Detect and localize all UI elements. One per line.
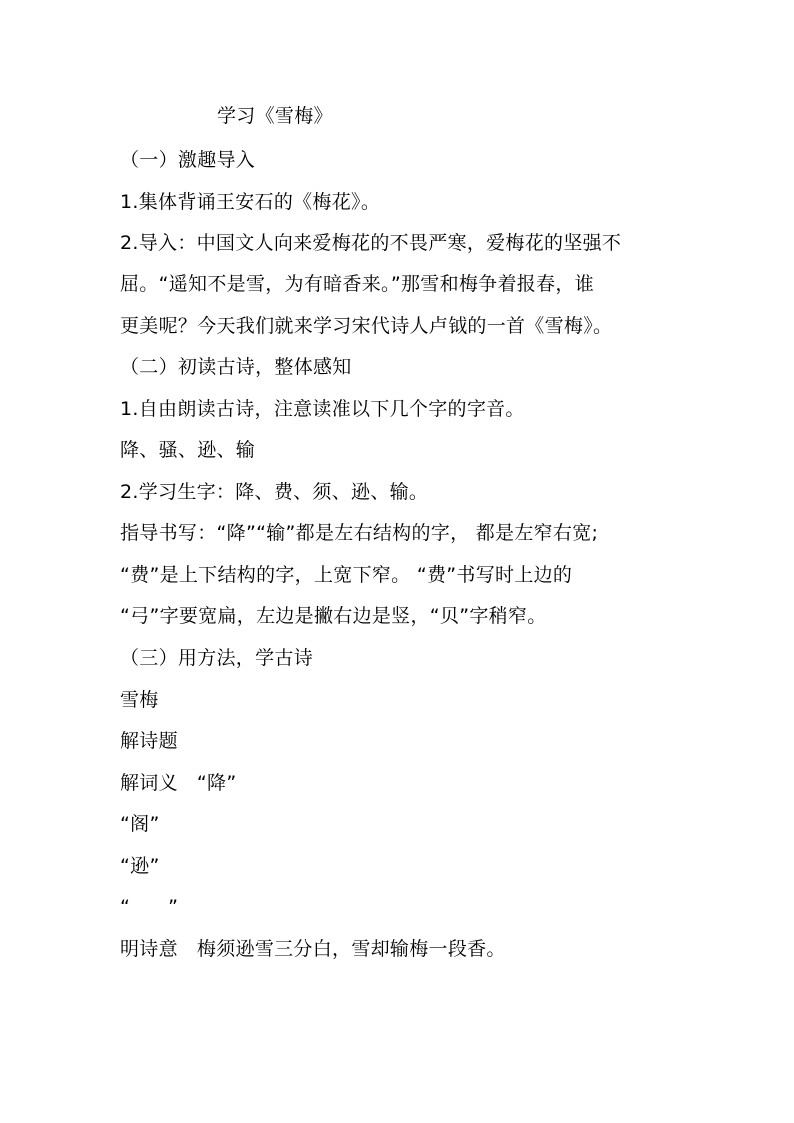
paragraph-line: 雪梅 bbox=[120, 689, 159, 711]
paragraph-line: 更美呢？今天我们就来学习宋代诗人卢钺的一首《雪梅》。 bbox=[120, 315, 613, 337]
section-heading-1: （一）激趣导入 bbox=[120, 149, 256, 171]
paragraph-line: 1.自由朗读古诗，注意读准以下几个字的字音。 bbox=[120, 398, 525, 420]
paragraph-line: 解诗题 bbox=[120, 730, 178, 752]
section-heading-3: （三）用方法，学古诗 bbox=[120, 647, 314, 669]
paragraph-line: 2.学习生字：降、费、须、逊、输。 bbox=[120, 481, 429, 503]
paragraph-line: 指导书写：“降”“输”都是左右结构的字， 都是左窄右宽; bbox=[120, 522, 599, 544]
document-title: 学习《雪梅》 bbox=[217, 105, 333, 127]
paragraph-line: 2.导入：中国文人向来爱梅花的不畏严寒，爱梅花的坚强不 bbox=[120, 232, 622, 254]
paragraph-line: “ ” bbox=[120, 896, 179, 918]
paragraph-line: 明诗意 梅须逊雪三分白，雪却输梅一段香。 bbox=[120, 938, 506, 960]
paragraph-line: “逊” bbox=[120, 855, 160, 877]
paragraph-line: 降、骚、逊、输 bbox=[120, 439, 256, 461]
paragraph-line: “弓”字要宽扁，左边是撇右边是竖，“贝”字稍窄。 bbox=[120, 605, 547, 627]
paragraph-line: 解词义 “降” bbox=[120, 772, 237, 794]
paragraph-line: 屈。“遥知不是雪，为有暗香来。”那雪和梅争着报春，谁 bbox=[120, 273, 594, 295]
section-heading-2: （二）初读古诗，整体感知 bbox=[120, 356, 352, 378]
paragraph-line: “费”是上下结构的字，上宽下窄。 “费”书写时上边的 bbox=[120, 564, 573, 586]
paragraph-line: “阁” bbox=[120, 813, 160, 835]
paragraph-line: 1.集体背诵王安石的《梅花》。 bbox=[120, 191, 381, 213]
